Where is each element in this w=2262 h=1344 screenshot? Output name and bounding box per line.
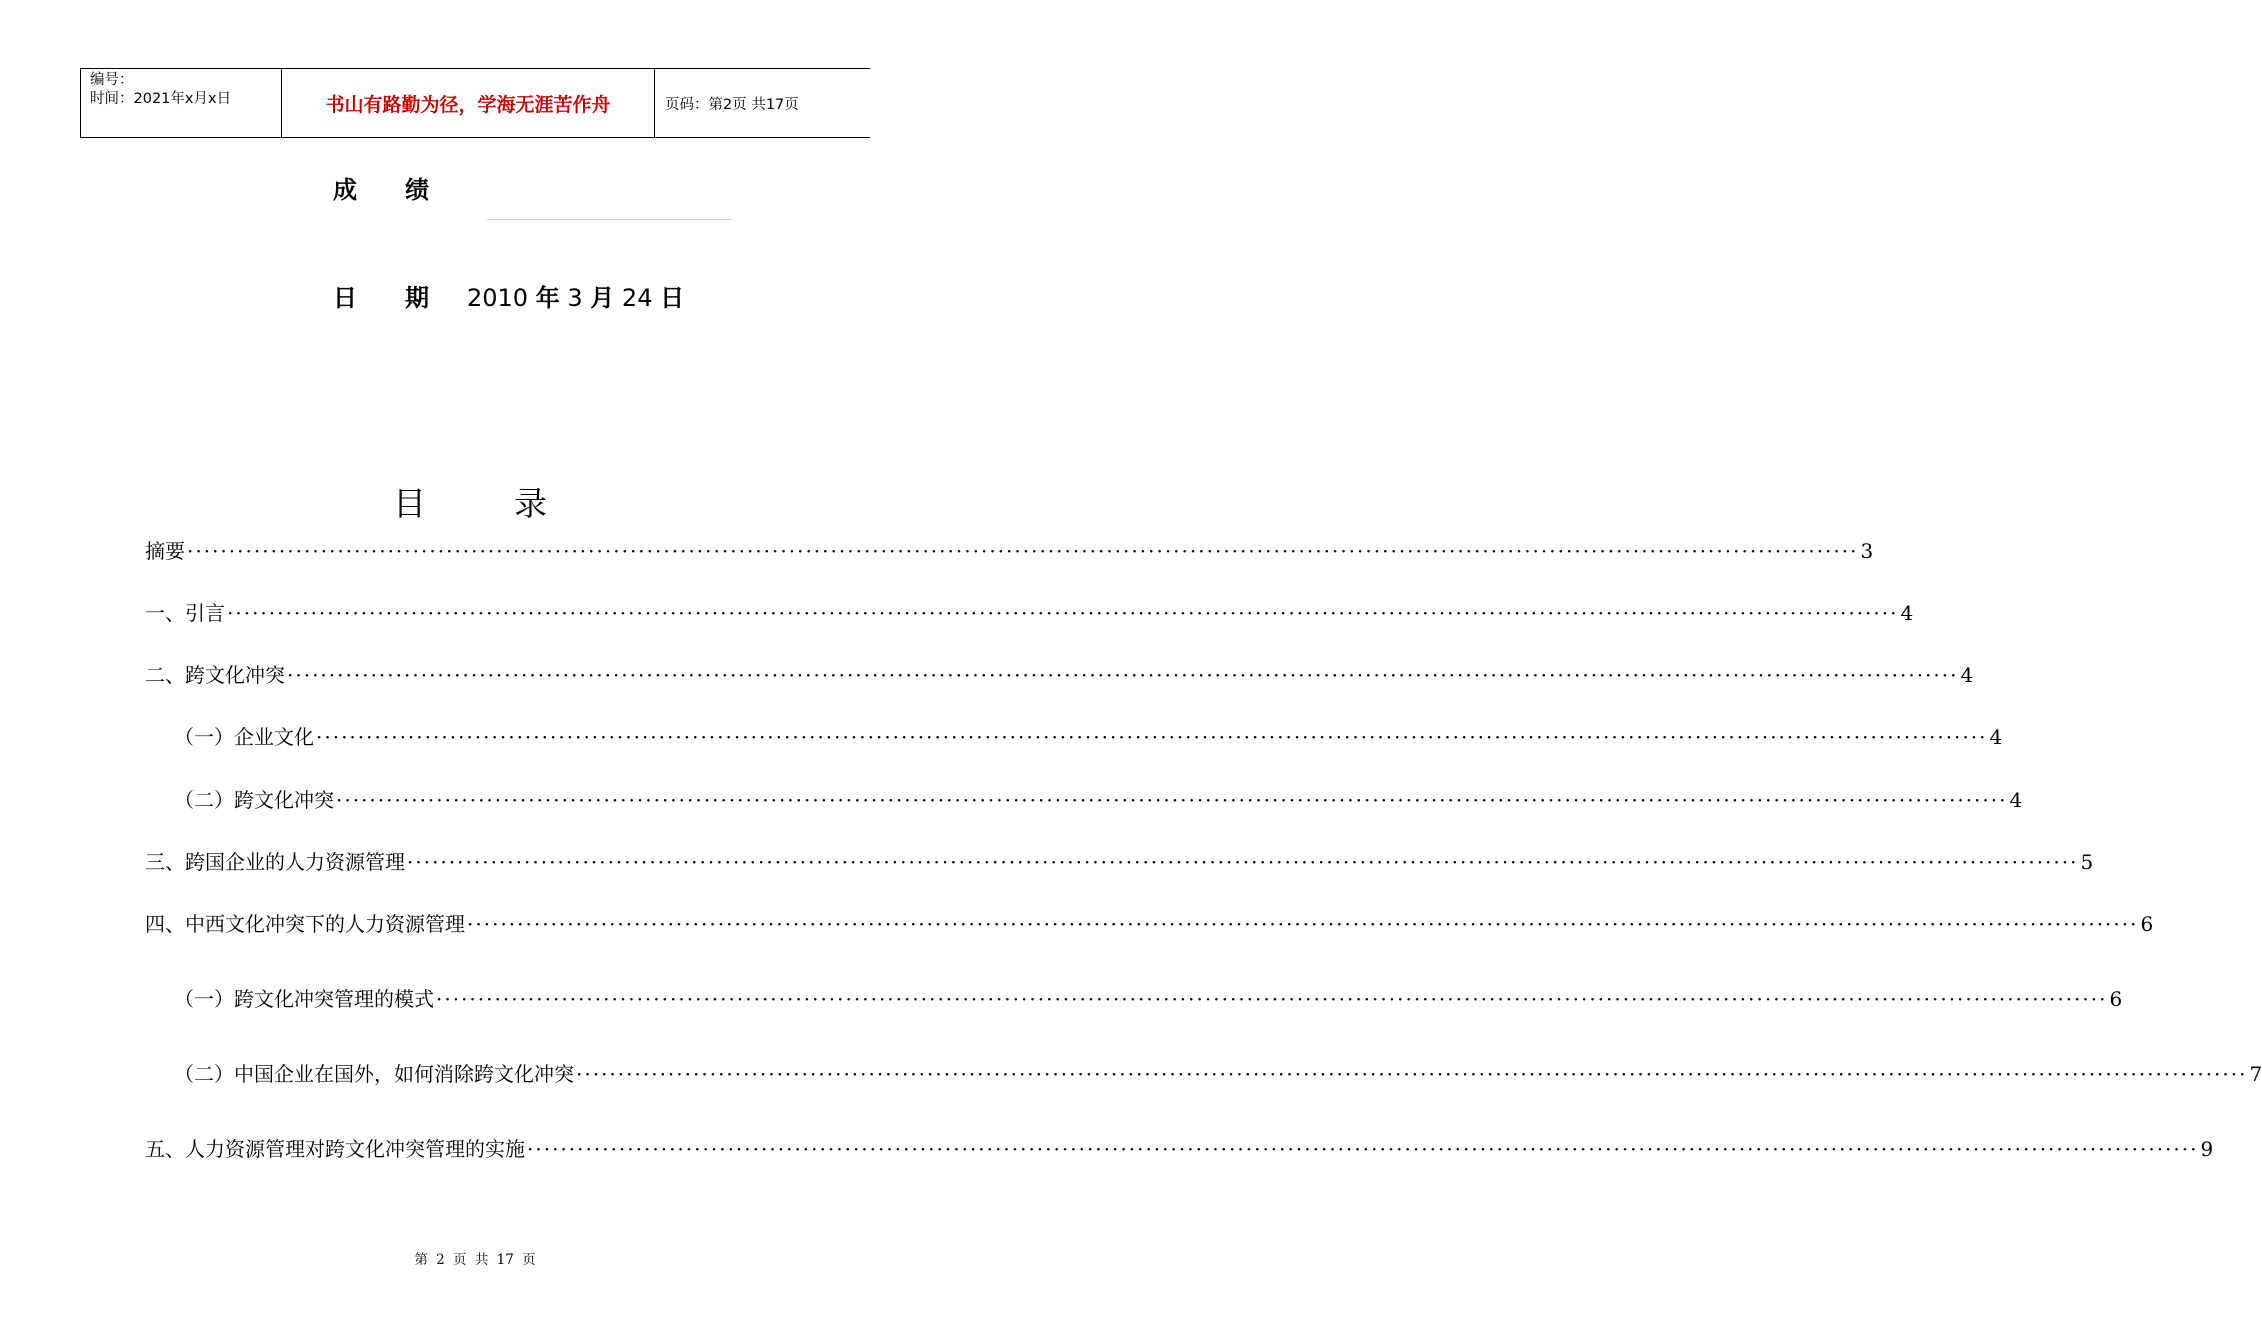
toc-leader-dots: ········································································································································································································ [527,1137,2199,1161]
date-month: 3 [567,284,583,312]
toc-entry-page: 6 [2140,912,2154,936]
toc-entry [145,846,2094,875]
page-footer: 第 2 页 共 17 页 [414,1252,536,1268]
header-table [80,68,870,138]
toc-entry [174,1058,2262,1087]
date-month-unit: 月 [590,284,615,312]
toc-leader-dots: ········································································································································································································ [287,663,1959,687]
toc-entry [145,535,1874,564]
toc-leader-dots: ········································································································································································································ [576,1062,2248,1086]
date-day-unit: 日 [660,284,685,312]
toc-entry-page: 7 [2249,1062,2262,1086]
toc-entry-page: 4 [1900,601,1914,625]
toc-entry-page: 5 [2080,850,2094,874]
date-value [467,278,684,313]
toc-entry [145,597,1914,626]
date-day: 24 [621,284,653,312]
score-underline [487,219,732,220]
toc-entry [174,784,2023,813]
toc-entry-text: 一、引言 [145,597,227,626]
toc-entry-text: 五、人力资源管理对跨文化冲突管理的实施 [145,1133,527,1162]
time-label: 时间：2021年x月x日 [90,91,232,107]
toc-entry [145,908,2154,937]
toc-entry-page: 6 [2109,987,2123,1011]
date-row [333,278,684,313]
score-label: 成绩 [333,176,477,204]
toc-leader-dots: ········································································································································································································ [467,912,2139,936]
toc-entry-page: 9 [2200,1137,2214,1161]
toc-entry-text: 摘要 [145,535,187,564]
toc-entry-text: （一）企业文化 [174,721,316,750]
toc-entry-page: 4 [2009,788,2023,812]
toc-entry [145,1133,2214,1162]
motto: 书山有路勤为径，学海无涯苦作舟 [281,69,655,137]
date-year-unit: 年 [535,284,560,312]
toc-entry-text: （一）跨文化冲突管理的模式 [174,983,436,1012]
toc-leader-dots: ········································································································································································································ [316,725,1988,749]
header-left-cell [80,69,281,137]
number-label: 编号： [90,72,134,88]
toc-leader-dots: ········································································································································································································ [336,788,2008,812]
toc-leader-dots: ········································································································································································································ [227,601,1899,625]
toc-leader-dots: ········································································································································································································ [187,539,1859,563]
toc-entry-text: 二、跨文化冲突 [145,659,287,688]
toc-entry-text: （二）跨文化冲突 [174,784,336,813]
page-info: 页码：第2页 共17页 [665,96,799,113]
date-label: 日期 [333,284,477,312]
toc-entry-text: 四、中西文化冲突下的人力资源管理 [145,908,467,937]
toc-leader-dots: ········································································································································································································ [407,850,2079,874]
toc-entry-text: 三、跨国企业的人力资源管理 [145,846,407,875]
toc-entry [145,659,1974,688]
toc-entry-page: 4 [1960,663,1974,687]
toc-entry-page: 4 [1989,725,2003,749]
toc-title: 目录 [393,484,635,523]
toc-entry-text: （二）中国企业在国外，如何消除跨文化冲突 [174,1058,576,1087]
toc-entry [174,983,2123,1012]
toc-entry-page: 3 [1860,539,1874,563]
date-year: 2010 [467,284,529,312]
toc-leader-dots: ········································································································································································································ [436,987,2108,1011]
toc-entry [174,721,2003,750]
